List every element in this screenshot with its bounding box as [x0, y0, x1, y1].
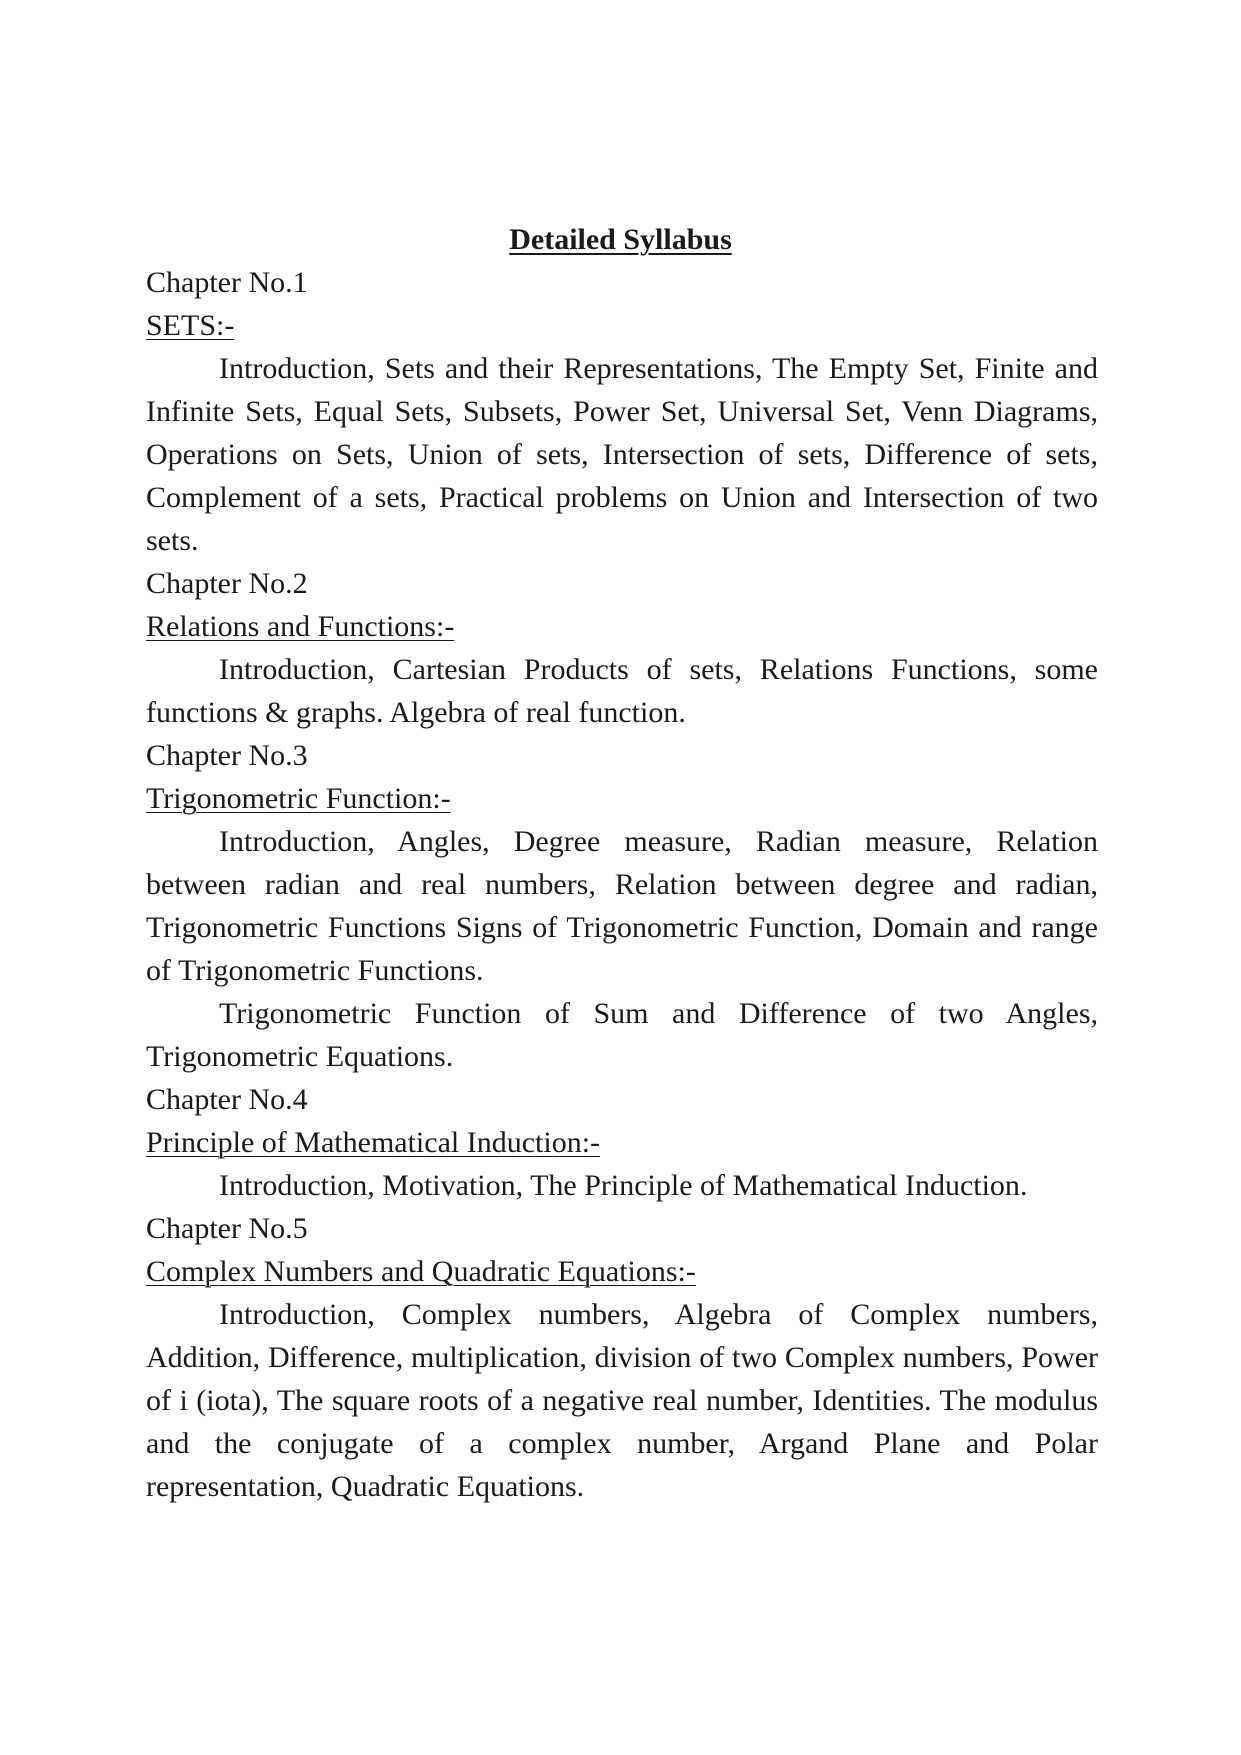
chapter-2 [146, 562, 1098, 734]
chapter-heading: Complex Numbers and Quadratic Equations:- [146, 1255, 696, 1288]
chapter-heading: SETS:- [146, 309, 235, 342]
chapter-5 [146, 1207, 1098, 1508]
chapter-3 [146, 734, 1098, 1078]
chapter-heading: Principle of Mathematical Induction:- [146, 1126, 601, 1159]
chapter-label: Chapter No.4 [146, 1083, 308, 1116]
chapter-heading: Relations and Functions:- [146, 610, 455, 643]
chapter-label: Chapter No.3 [146, 739, 308, 772]
page-title: Detailed Syllabus [509, 223, 732, 256]
chapter-1 [146, 261, 1098, 562]
chapter-paragraph: Introduction, Sets and their Representations, The Empty Set, Finite and Infinite Sets, Equal Sets, Subsets, Power Set, Universal Set, Venn Diagrams, Operations on Sets, Union of sets, Intersection of sets, Difference of sets, Complement of a sets, Practical problems on Union and Intersection of two sets. [146, 352, 1098, 557]
chapter-paragraph: Introduction, Cartesian Products of sets, Relations Functions, some functions & graphs. Algebra of real function. [146, 653, 1098, 729]
chapter-label: Chapter No.5 [146, 1212, 308, 1245]
chapter-4 [146, 1078, 1098, 1207]
chapter-paragraph: Introduction, Angles, Degree measure, Radian measure, Relation between radian and real numbers, Relation between degree and radian, Trigonometric Functions Signs of Trigonometric Function, Domain and range of Trigonometric Functions. [146, 825, 1098, 987]
chapter-label: Chapter No.1 [146, 266, 308, 299]
chapter-heading: Trigonometric Function:- [146, 782, 451, 815]
syllabus-body [146, 261, 1098, 1508]
chapter-paragraph: Introduction, Complex numbers, Algebra of Complex numbers, Addition, Difference, multiplication, division of two Complex numbers, Power of i (iota), The square roots of a negative real number, Identities. The modulus and the conjugate of a complex number, Argand Plane and Polar representation, Quadratic Equations. [146, 1298, 1098, 1503]
chapter-paragraph: Introduction, Motivation, The Principle of Mathematical Induction. [219, 1169, 1028, 1202]
chapter-label: Chapter No.2 [146, 567, 308, 600]
chapter-paragraph: Trigonometric Function of Sum and Difference of two Angles, Trigonometric Equations. [146, 997, 1098, 1073]
